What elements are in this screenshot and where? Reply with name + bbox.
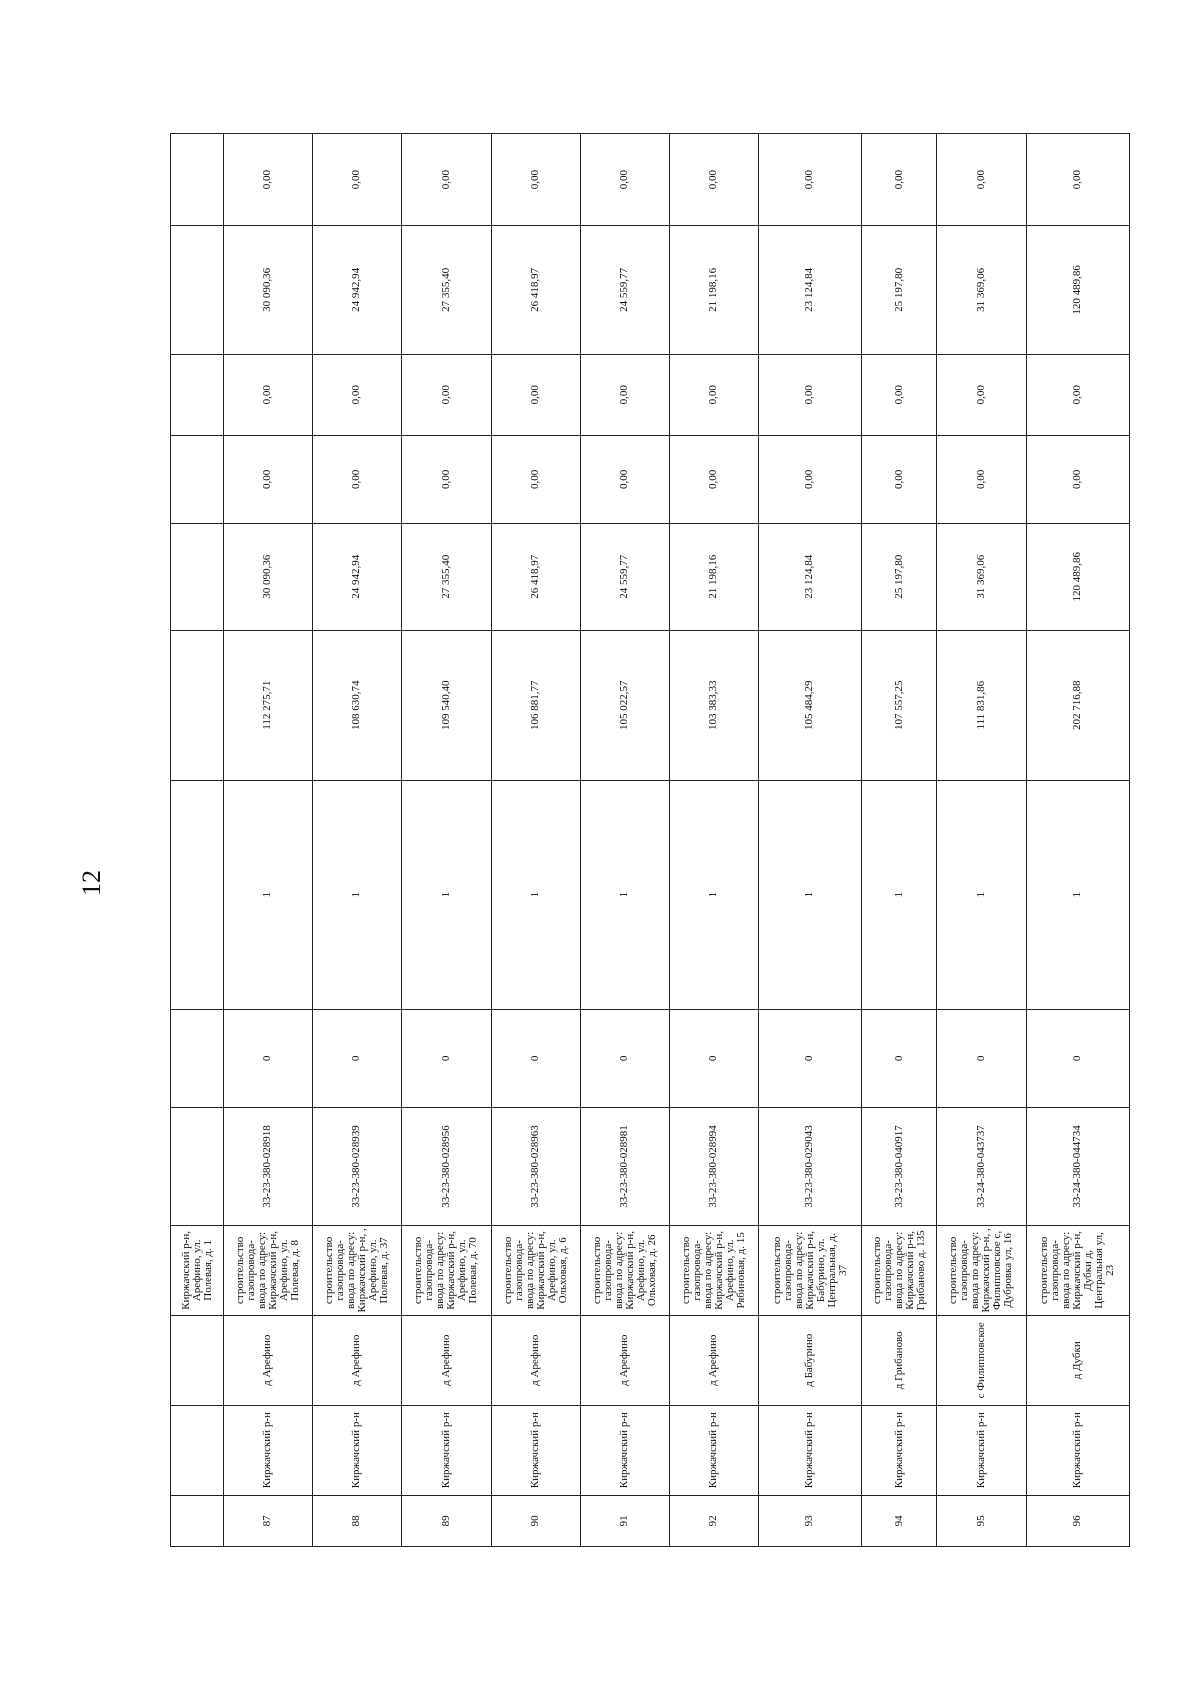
cell-c6: 0 — [580, 1009, 669, 1107]
cell-c11: 0,00 — [937, 354, 1026, 435]
cell-c6 — [171, 1009, 224, 1107]
cell-description: строительство газопровода-ввода по адресу: Киржачский р-н, , Арефино, ул. Полевая, д. 37 — [313, 1225, 402, 1315]
cell-c11: 0,00 — [580, 354, 669, 435]
cell-c13 — [171, 134, 224, 226]
cell-c7: 1 — [491, 780, 580, 1009]
cell-cadastral: 33-23-380-028956 — [402, 1108, 491, 1226]
cell-c6: 0 — [402, 1009, 491, 1107]
cell-c10: 0,00 — [580, 435, 669, 523]
cell-c12: 30 090,36 — [224, 226, 313, 354]
table-rotated-container — [170, 133, 1130, 1547]
table-row — [580, 134, 669, 1547]
cell-c13: 0,00 — [491, 134, 580, 226]
cell-c13: 0,00 — [669, 134, 758, 226]
cell-description: строительство газопровода-ввода по адресу: Киржачский р-н, Арефино, ул. Ольховая, д. 26 — [580, 1225, 669, 1315]
cell-c10: 0,00 — [862, 435, 937, 523]
cell-c10: 0,00 — [937, 435, 1026, 523]
cell-c12: 27 355,40 — [402, 226, 491, 354]
cell-c10: 0,00 — [313, 435, 402, 523]
cell-num: 92 — [669, 1495, 758, 1546]
cell-c8 — [171, 630, 224, 780]
cell-description: строительство газопровода-ввода по адресу: Киржачский р-н, Бабурино, ул. Центральная, д. 37 — [759, 1225, 862, 1315]
cell-c9: 24 942,94 — [313, 523, 402, 630]
cell-cadastral: 33-23-380-028994 — [669, 1108, 758, 1226]
cell-c9: 26 418,97 — [491, 523, 580, 630]
table-row — [862, 134, 937, 1547]
cell-num: 91 — [580, 1495, 669, 1546]
cell-c11: 0,00 — [402, 354, 491, 435]
cell-cadastral: 33-24-380-043737 — [937, 1108, 1026, 1226]
cell-district: Киржачский р-н — [759, 1405, 862, 1495]
cell-c12: 24 559,77 — [580, 226, 669, 354]
cell-district — [171, 1405, 224, 1495]
cell-settlement — [171, 1315, 224, 1405]
cell-c9: 31 369,06 — [937, 523, 1026, 630]
cell-c11: 0,00 — [669, 354, 758, 435]
cell-c10: 0,00 — [224, 435, 313, 523]
cell-c6: 0 — [669, 1009, 758, 1107]
cell-c9: 25 197,80 — [862, 523, 937, 630]
table-frame — [170, 133, 1130, 1547]
cell-district: Киржачский р-н — [669, 1405, 758, 1495]
cell-c7: 1 — [862, 780, 937, 1009]
cell-district: Киржачский р-н — [402, 1405, 491, 1495]
cell-num: 88 — [313, 1495, 402, 1546]
cell-c9: 27 355,40 — [402, 523, 491, 630]
cell-c7: 1 — [580, 780, 669, 1009]
cell-c7: 1 — [937, 780, 1026, 1009]
cell-settlement: д Дубки — [1026, 1315, 1129, 1405]
cell-c12: 21 198,16 — [669, 226, 758, 354]
cell-settlement: д Арефино — [313, 1315, 402, 1405]
cell-c10: 0,00 — [1026, 435, 1129, 523]
cell-num: 87 — [224, 1495, 313, 1546]
cell-description: строительство газопровода-ввода по адресу: Киржачский р-н, Арефино, ул. Ольховая, д. 6 — [491, 1225, 580, 1315]
cell-cadastral: 33-23-380-040917 — [862, 1108, 937, 1226]
cell-num: 90 — [491, 1495, 580, 1546]
cell-num: 96 — [1026, 1495, 1129, 1546]
cell-settlement: д Грибаново — [862, 1315, 937, 1405]
cell-c8: 107 557,25 — [862, 630, 937, 780]
cell-c6: 0 — [491, 1009, 580, 1107]
cell-c13: 0,00 — [759, 134, 862, 226]
cell-c11: 0,00 — [862, 354, 937, 435]
cell-description: строительство газопровода-ввода по адресу: Киржачский р-н, , Филипповское с, Дубровка ул, 16 — [937, 1225, 1026, 1315]
cell-c12: 24 942,94 — [313, 226, 402, 354]
cell-num: 95 — [937, 1495, 1026, 1546]
cell-c6: 0 — [1026, 1009, 1129, 1107]
cell-cadastral: 33-23-380-029043 — [759, 1108, 862, 1226]
cell-c12: 25 197,80 — [862, 226, 937, 354]
cell-c8: 112 275,71 — [224, 630, 313, 780]
table-row — [1026, 134, 1129, 1547]
table-row — [491, 134, 580, 1547]
cell-c7: 1 — [759, 780, 862, 1009]
cell-c12: 26 418,97 — [491, 226, 580, 354]
cell-district: Киржачский р-н — [1026, 1405, 1129, 1495]
table-row — [669, 134, 758, 1547]
cell-description: строительство газопровода-ввода по адресу: Киржачский р-н, Арефино, ул. Полевая, д. 70 — [402, 1225, 491, 1315]
table-row — [402, 134, 491, 1547]
cell-c10: 0,00 — [491, 435, 580, 523]
cell-c11: 0,00 — [491, 354, 580, 435]
cell-num: 89 — [402, 1495, 491, 1546]
table-row — [224, 134, 313, 1547]
cell-cadastral: 33-23-380-028939 — [313, 1108, 402, 1226]
cell-c6: 0 — [759, 1009, 862, 1107]
cell-c6: 0 — [937, 1009, 1026, 1107]
cell-description: строительство газопровода-ввода по адресу: Киржачский р-н, Арефино, ул. Рябиновая, д. 15 — [669, 1225, 758, 1315]
table-row — [937, 134, 1026, 1547]
page-number: 12 — [77, 870, 106, 896]
cell-c10: 0,00 — [759, 435, 862, 523]
cell-c8: 103 383,33 — [669, 630, 758, 780]
cell-c9: 23 124,84 — [759, 523, 862, 630]
cell-num: 93 — [759, 1495, 862, 1546]
cell-cadastral: 33-24-380-044734 — [1026, 1108, 1129, 1226]
table-header-row — [171, 134, 224, 1547]
cell-c8: 105 022,57 — [580, 630, 669, 780]
cell-district: Киржачский р-н — [313, 1405, 402, 1495]
cell-description: строительство газопровода-ввода по адресу: Киржачский р-н, Дубки д, Центральная ул, 23 — [1026, 1225, 1129, 1315]
cell-c6: 0 — [313, 1009, 402, 1107]
cell-c13: 0,00 — [313, 134, 402, 226]
cell-settlement: д Арефино — [669, 1315, 758, 1405]
cell-c13: 0,00 — [402, 134, 491, 226]
cell-c10 — [171, 435, 224, 523]
cell-c8: 108 630,74 — [313, 630, 402, 780]
cell-c7 — [171, 780, 224, 1009]
cell-c11 — [171, 354, 224, 435]
cell-c9: 21 198,16 — [669, 523, 758, 630]
cell-settlement: д Арефино — [402, 1315, 491, 1405]
cell-c12: 120 489,86 — [1026, 226, 1129, 354]
cell-c6: 0 — [862, 1009, 937, 1107]
cell-c11: 0,00 — [224, 354, 313, 435]
cell-c10: 0,00 — [669, 435, 758, 523]
cell-num — [171, 1495, 224, 1546]
cell-district: Киржачский р-н — [937, 1405, 1026, 1495]
cell-c11: 0,00 — [313, 354, 402, 435]
table-row — [313, 134, 402, 1547]
cell-settlement: д Арефино — [491, 1315, 580, 1405]
cell-settlement: д Арефино — [224, 1315, 313, 1405]
cell-c13: 0,00 — [224, 134, 313, 226]
cell-district: Киржачский р-н — [580, 1405, 669, 1495]
cell-c9 — [171, 523, 224, 630]
cell-c11: 0,00 — [1026, 354, 1129, 435]
cell-c11: 0,00 — [759, 354, 862, 435]
cell-district: Киржачский р-н — [224, 1405, 313, 1495]
cell-c13: 0,00 — [1026, 134, 1129, 226]
cell-c12 — [171, 226, 224, 354]
cell-c8: 111 831,86 — [937, 630, 1026, 780]
cell-district: Киржачский р-н — [862, 1405, 937, 1495]
cell-c12: 23 124,84 — [759, 226, 862, 354]
cell-c7: 1 — [224, 780, 313, 1009]
cell-c8: 105 484,29 — [759, 630, 862, 780]
cell-c13: 0,00 — [580, 134, 669, 226]
table-row — [759, 134, 862, 1547]
cell-c7: 1 — [313, 780, 402, 1009]
cell-description: Киржачский р-н, Арефино, ул. Полевая, д. 1 — [171, 1225, 224, 1315]
data-table — [170, 133, 1130, 1547]
cell-district: Киржачский р-н — [491, 1405, 580, 1495]
cell-description: строительство газопровода-ввода по адресу: Киржачский р-н, Арефино, ул. Полевая, д. 8 — [224, 1225, 313, 1315]
cell-c8: 106 881,77 — [491, 630, 580, 780]
cell-c12: 31 369,06 — [937, 226, 1026, 354]
cell-c9: 24 559,77 — [580, 523, 669, 630]
cell-c13: 0,00 — [937, 134, 1026, 226]
cell-c9: 30 090,36 — [224, 523, 313, 630]
cell-c10: 0,00 — [402, 435, 491, 523]
cell-num: 94 — [862, 1495, 937, 1546]
cell-settlement: д Бабурино — [759, 1315, 862, 1405]
cell-c6: 0 — [224, 1009, 313, 1107]
cell-description: строительство газопровода-ввода по адресу: Киржачский р-н, Грибаново д. 135 — [862, 1225, 937, 1315]
cell-cadastral: 33-23-380-028918 — [224, 1108, 313, 1226]
cell-c7: 1 — [1026, 780, 1129, 1009]
cell-c7: 1 — [402, 780, 491, 1009]
cell-c13: 0,00 — [862, 134, 937, 226]
cell-settlement: с Филипповское — [937, 1315, 1026, 1405]
cell-settlement: д Арефино — [580, 1315, 669, 1405]
cell-c8: 202 716,88 — [1026, 630, 1129, 780]
cell-cadastral — [171, 1108, 224, 1226]
cell-cadastral: 33-23-380-028963 — [491, 1108, 580, 1226]
cell-c7: 1 — [669, 780, 758, 1009]
cell-cadastral: 33-23-380-028981 — [580, 1108, 669, 1226]
cell-c8: 109 540,40 — [402, 630, 491, 780]
cell-c9: 120 489,86 — [1026, 523, 1129, 630]
